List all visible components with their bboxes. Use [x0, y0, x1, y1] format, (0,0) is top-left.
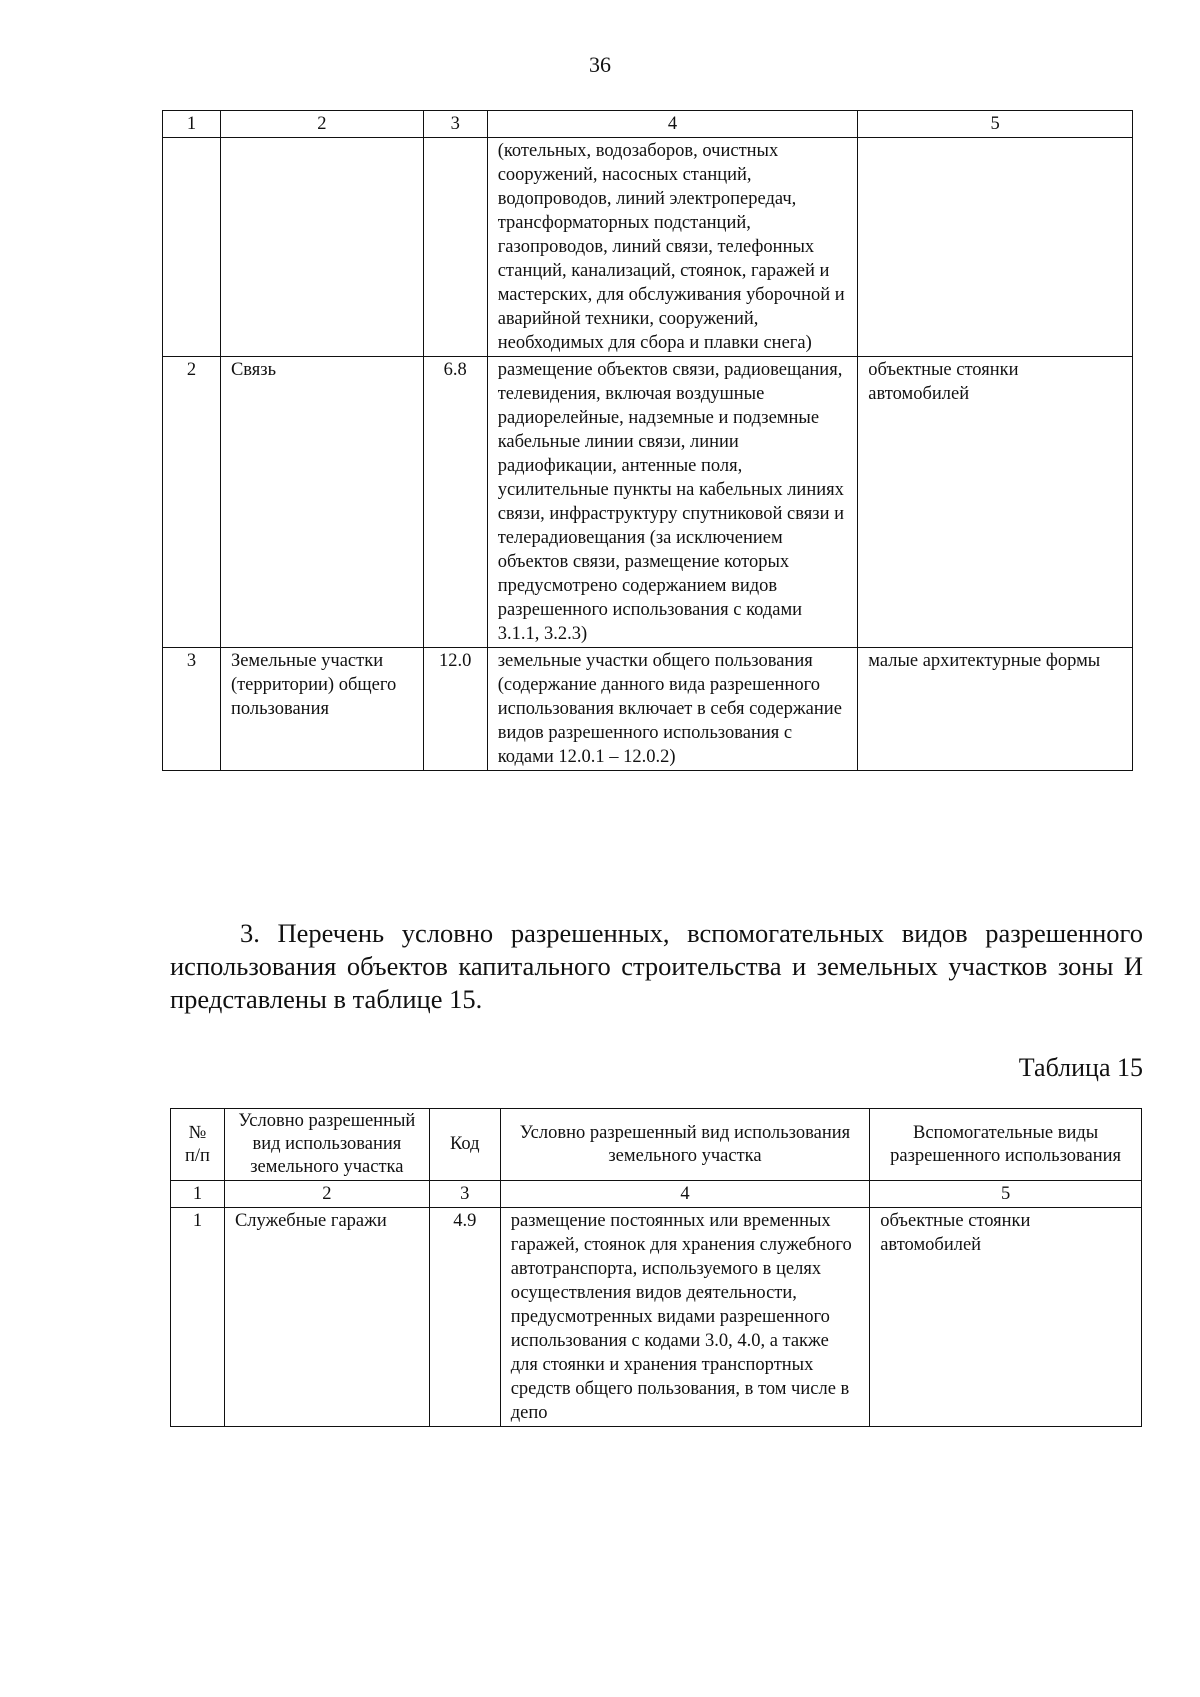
row-name: Земельные участки (территории) общего пользования: [220, 648, 423, 771]
header-name: Условно разрешенный вид использования земельного участка: [224, 1109, 429, 1181]
row-num: 1: [171, 1208, 225, 1427]
col-number-1: 1: [171, 1181, 225, 1208]
paragraph-text: 3. Перечень условно разрешенных, вспомогательных видов разрешенного использования объектов капитального строительства и земельных участков зоны И представлены в таблице 15.: [170, 918, 1143, 1014]
page-number: 36: [589, 52, 611, 77]
table-row: [163, 138, 1133, 357]
table-row: [163, 357, 1133, 648]
col-number-2: 2: [224, 1181, 429, 1208]
row-auxiliary: объектные стоянки автомобилей: [858, 357, 1133, 648]
table-header-row: [171, 1109, 1142, 1181]
col-number-2: 2: [220, 111, 423, 138]
row-description: (котельных, водозаборов, очистных сооружений, насосных станций, водопроводов, линий электропередач, трансформаторных подстанций, газопроводов, линий связи, телефонных станций, канализаций, стоянок, гаражей и мастерских, для обслуживания уборочной и аварийной техники, сооружений, необходимых для сбора и плавки снега): [487, 138, 858, 357]
row-auxiliary: малые архитектурные формы: [858, 648, 1133, 771]
row-auxiliary: [858, 138, 1133, 357]
table-15: [170, 1108, 1142, 1427]
row-code: 12.0: [423, 648, 487, 771]
header-num: № п/п: [171, 1109, 225, 1181]
col-number-3: 3: [429, 1181, 500, 1208]
section-paragraph: [170, 917, 1143, 1016]
row-description: размещение постоянных или временных гаражей, стоянок для хранения служебного автотранспорта, используемого в целях осуществления видов деятельности, предусмотренных видами разрешенного использования с кодами 3.0, 4.0, а также для стоянки и хранения транспортных средств общего пользования, в том числе в депо: [500, 1208, 870, 1427]
table-header-row: [163, 111, 1133, 138]
table-row: [171, 1208, 1142, 1427]
table-row: [163, 648, 1133, 771]
row-description: земельные участки общего пользования (содержание данного вида разрешенного использования включает в себя содержание видов разрешенного использования с кодами 12.0.1 – 12.0.2): [487, 648, 858, 771]
col-number-3: 3: [423, 111, 487, 138]
row-num: 3: [163, 648, 221, 771]
col-number-5: 5: [870, 1181, 1142, 1208]
continued-table: [162, 110, 1133, 771]
col-number-4: 4: [487, 111, 858, 138]
column-number-row: [171, 1181, 1142, 1208]
header-auxiliary: Вспомогательные виды разрешенного использования: [870, 1109, 1142, 1181]
row-code: [423, 138, 487, 357]
row-code: 6.8: [423, 357, 487, 648]
row-name: Служебные гаражи: [224, 1208, 429, 1427]
col-number-5: 5: [858, 111, 1133, 138]
table-caption: Таблица 15: [1018, 1053, 1143, 1082]
header-code: Код: [429, 1109, 500, 1181]
row-num: 2: [163, 357, 221, 648]
row-num: [163, 138, 221, 357]
row-code: 4.9: [429, 1208, 500, 1427]
row-description: размещение объектов связи, радиовещания, телевидения, включая воздушные радиорелейные, надземные и подземные кабельные линии связи, линии радиофикации, антенные поля, усилительные пункты на кабельных линиях связи, инфраструктуру спутниковой связи и телерадиовещания (за исключением объектов связи, размещение которых предусмотрено содержанием видов разрешенного использования с кодами 3.1.1, 3.2.3): [487, 357, 858, 648]
header-description: Условно разрешенный вид использования земельного участка: [500, 1109, 870, 1181]
row-name: [220, 138, 423, 357]
row-name: Связь: [220, 357, 423, 648]
col-number-4: 4: [500, 1181, 870, 1208]
col-number-1: 1: [163, 111, 221, 138]
row-auxiliary: объектные стоянки автомобилей: [870, 1208, 1142, 1427]
